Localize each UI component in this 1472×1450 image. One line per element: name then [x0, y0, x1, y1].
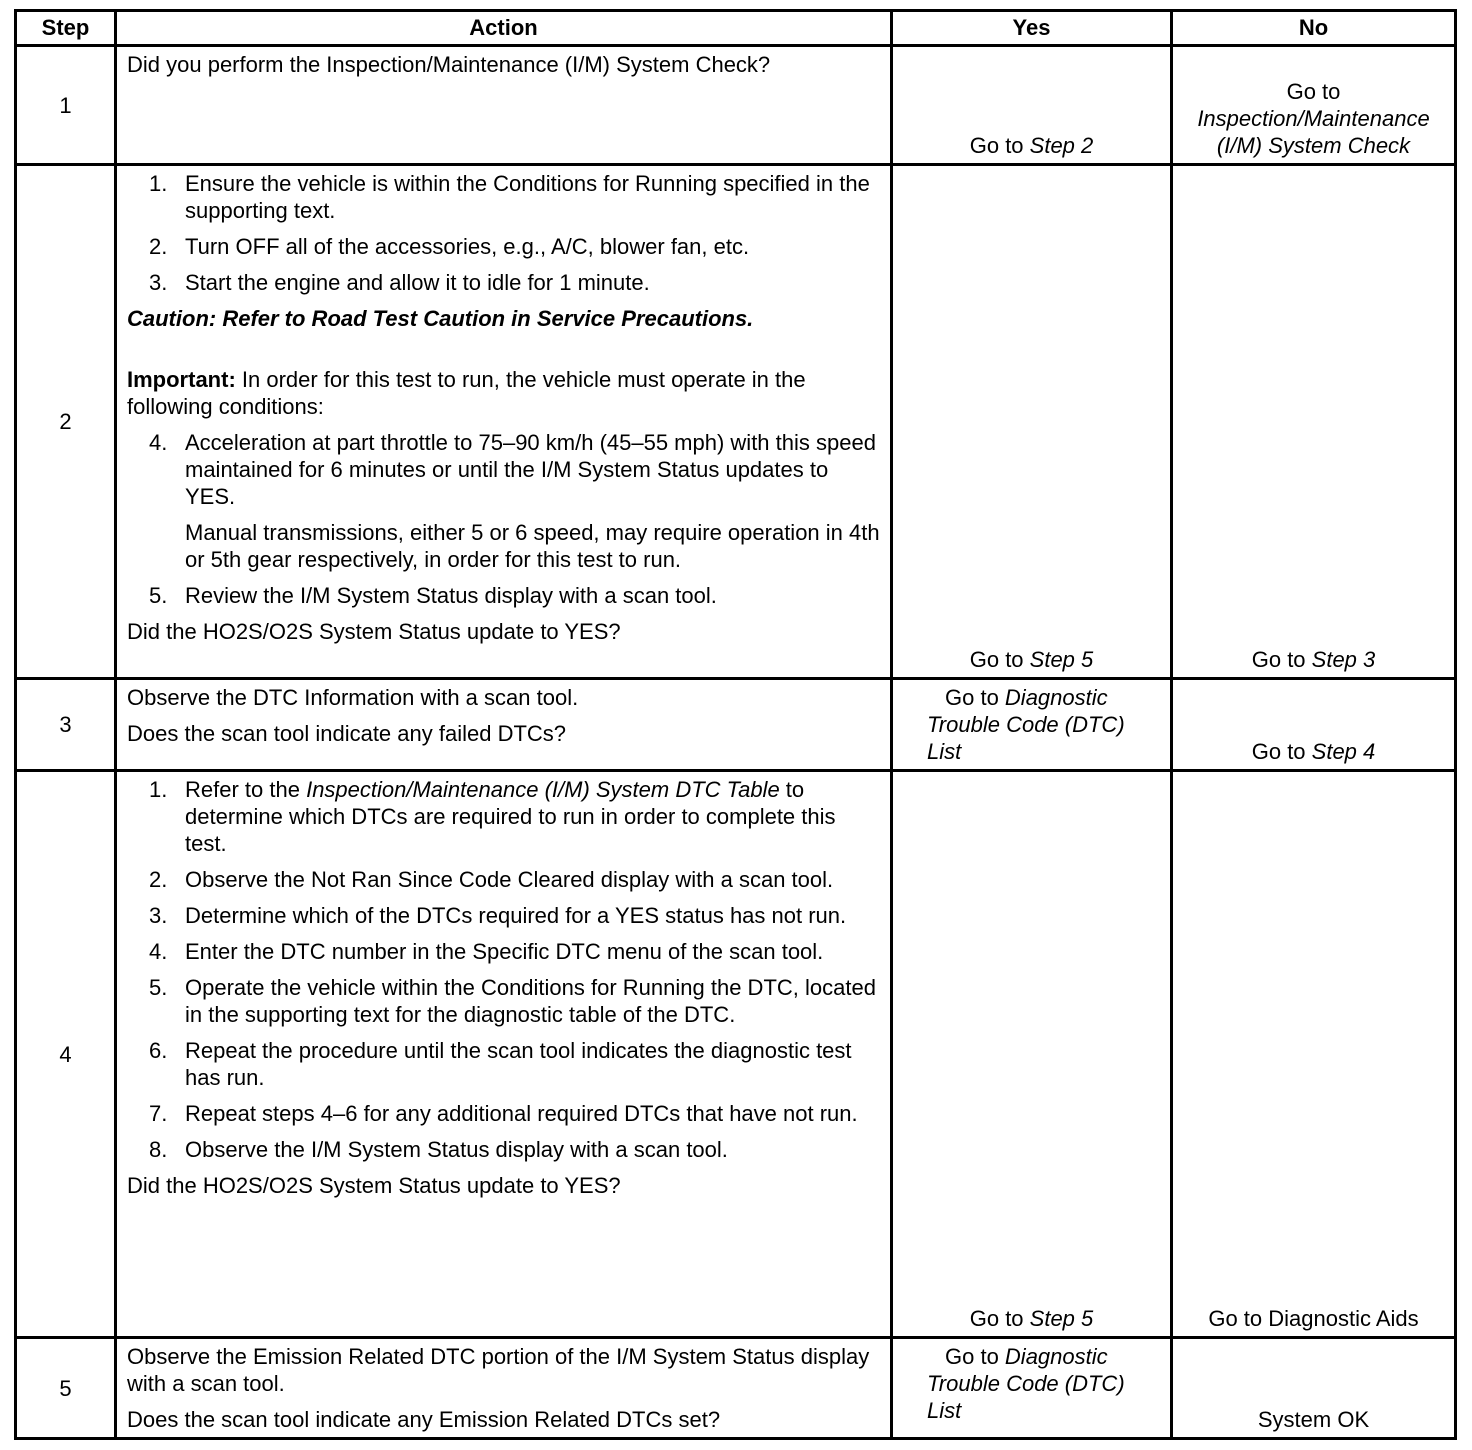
- header-no: No: [1172, 11, 1456, 46]
- yes-link-line-3[interactable]: List: [927, 739, 962, 764]
- yes-prefix: Go to: [969, 133, 1030, 158]
- list-item: [127, 974, 880, 1028]
- item-number: 5.: [149, 583, 168, 608]
- item-number: 7.: [149, 1101, 168, 1126]
- item-number: 3.: [149, 270, 168, 295]
- list-item: [127, 938, 880, 965]
- no-link-line-2[interactable]: (I/M) System Check: [1216, 133, 1411, 158]
- procedure-list: [127, 170, 880, 296]
- no-prefix: Go to: [1286, 79, 1341, 104]
- item-text: Ensure the vehicle is within the Conditions for Running specified in the supporting text.: [185, 171, 870, 223]
- action-cell: [116, 165, 892, 679]
- diagnostic-table-container: [14, 9, 1454, 1440]
- no-prefix: Go to: [1251, 739, 1312, 764]
- item-text: Acceleration at part throttle to 75–90 km/h (45–55 mph) with this speed maintained for 6 minutes or until the I/M System Status updates to YES.: [185, 430, 876, 509]
- list-item: [127, 1037, 880, 1091]
- item-number: 2.: [149, 234, 168, 259]
- no-cell: [1172, 46, 1456, 165]
- list-item: [127, 170, 880, 224]
- important-text: In order for this test to run, the vehicle must operate in the following conditions:: [127, 367, 806, 419]
- item-text: Turn OFF all of the accessories, e.g., A/C, blower fan, etc.: [185, 234, 750, 259]
- list-item: [127, 269, 880, 296]
- header-action: Action: [116, 11, 892, 46]
- item-text: Determine which of the DTCs required for a YES status has not run.: [185, 903, 847, 928]
- no-prefix: Go to: [1251, 647, 1312, 672]
- item-number: 6.: [149, 1038, 168, 1063]
- no-step-link[interactable]: Step 4: [1311, 739, 1376, 764]
- table-row: [16, 1338, 1456, 1439]
- diagnostic-table: [14, 9, 1457, 1440]
- step-number: 3: [16, 679, 116, 771]
- yes-link-line-2[interactable]: Trouble Code (DTC): [927, 712, 1125, 737]
- step-number: 1: [16, 46, 116, 165]
- no-cell: [1172, 771, 1456, 1338]
- item-text: Start the engine and allow it to idle for 1 minute.: [185, 270, 650, 295]
- step-number: 5: [16, 1338, 116, 1439]
- no-cell: [1172, 679, 1456, 771]
- table-row: [16, 679, 1456, 771]
- no-link-line-1[interactable]: Inspection/Maintenance: [1197, 106, 1430, 131]
- yes-step-link[interactable]: Step 2: [1029, 133, 1094, 158]
- caution-note: Caution: Refer to Road Test Caution in Service Precautions.: [127, 306, 754, 331]
- procedure-list: [127, 776, 880, 1163]
- yes-step-link[interactable]: Step 5: [1029, 1306, 1094, 1331]
- item-text: Observe the Not Ran Since Code Cleared display with a scan tool.: [185, 867, 834, 892]
- table-row: [16, 46, 1456, 165]
- yes-cell: [892, 165, 1172, 679]
- question-text: Does the scan tool indicate any failed DTCs?: [127, 721, 567, 746]
- no-cell: [1172, 165, 1456, 679]
- action-text: Observe the Emission Related DTC portion of the I/M System Status display with a scan tool.: [127, 1344, 870, 1396]
- item-text: Review the I/M System Status display with a scan tool.: [185, 583, 717, 608]
- action-cell: [116, 771, 892, 1338]
- list-item: [127, 776, 880, 857]
- item-number: 1.: [149, 171, 168, 196]
- important-label: Important:: [127, 367, 236, 392]
- no-cell: [1172, 1338, 1456, 1439]
- question-text: Did the HO2S/O2S System Status update to YES?: [127, 1173, 621, 1198]
- list-item: [127, 233, 880, 260]
- step-number: 2: [16, 165, 116, 679]
- action-cell: [116, 679, 892, 771]
- list-item: [127, 429, 880, 573]
- yes-prefix: Go to: [969, 1306, 1030, 1331]
- item-text: Observe the I/M System Status display with a scan tool.: [185, 1137, 728, 1162]
- action-text: Observe the DTC Information with a scan tool.: [127, 685, 579, 710]
- list-item: [127, 902, 880, 929]
- no-step-link[interactable]: Step 3: [1311, 647, 1376, 672]
- yes-step-link[interactable]: Step 5: [1029, 647, 1094, 672]
- table-row: [16, 165, 1456, 679]
- item-text: Operate the vehicle within the Conditions for Running the DTC, located in the supporting text for the diagnostic table of the DTC.: [185, 975, 876, 1027]
- item-number: 4.: [149, 939, 168, 964]
- yes-cell: [892, 46, 1172, 165]
- header-row: [16, 11, 1456, 46]
- list-item: [127, 866, 880, 893]
- yes-link-line-2[interactable]: Trouble Code (DTC): [927, 1371, 1125, 1396]
- item-number: 1.: [149, 777, 168, 802]
- yes-cell: [892, 771, 1172, 1338]
- item-text: Refer to the: [185, 777, 307, 802]
- action-cell: [116, 1338, 892, 1439]
- item-text: Enter the DTC number in the Specific DTC menu of the scan tool.: [185, 939, 824, 964]
- item-text: Repeat the procedure until the scan tool indicates the diagnostic test has run.: [185, 1038, 852, 1090]
- item-text: to determine which DTCs are required to run in order to complete this test.: [185, 777, 836, 856]
- list-item: [127, 1100, 880, 1127]
- important-note: [127, 366, 880, 420]
- header-yes: Yes: [892, 11, 1172, 46]
- list-item: [127, 1136, 880, 1163]
- item-subtext: Manual transmissions, either 5 or 6 speed, may require operation in 4th or 5th gear respectively, in order for this test to run.: [185, 520, 880, 572]
- yes-cell: [892, 679, 1172, 771]
- question-text: Did you perform the Inspection/Maintenance (I/M) System Check?: [127, 52, 771, 77]
- yes-link-text[interactable]: Diagnostic: [1004, 685, 1108, 710]
- yes-prefix: Go to: [945, 1344, 1005, 1369]
- yes-link-line-1[interactable]: [927, 684, 1170, 711]
- yes-cell: [892, 1338, 1172, 1439]
- action-cell: [116, 46, 892, 165]
- yes-prefix: Go to: [969, 647, 1030, 672]
- procedure-list: [127, 429, 880, 609]
- question-text: Does the scan tool indicate any Emission Related DTCs set?: [127, 1407, 721, 1432]
- yes-link-text[interactable]: Diagnostic: [1004, 1344, 1108, 1369]
- yes-prefix: Go to: [945, 685, 1005, 710]
- system-ok-text: System OK: [1257, 1407, 1370, 1432]
- table-row: [16, 771, 1456, 1338]
- item-number: 8.: [149, 1137, 168, 1162]
- header-step: Step: [16, 11, 116, 46]
- item-number: 4.: [149, 430, 168, 455]
- diagnostic-aids-link[interactable]: Go to Diagnostic Aids: [1208, 1306, 1419, 1331]
- question-text: Did the HO2S/O2S System Status update to YES?: [127, 619, 621, 644]
- item-number: 2.: [149, 867, 168, 892]
- item-number: 3.: [149, 903, 168, 928]
- item-number: 5.: [149, 975, 168, 1000]
- list-item: [127, 582, 880, 609]
- dtc-table-link[interactable]: Inspection/Maintenance (I/M) System DTC Table: [306, 777, 780, 802]
- yes-link-line-1[interactable]: [927, 1343, 1170, 1370]
- yes-link-line-3[interactable]: List: [927, 1398, 962, 1423]
- item-text: Repeat steps 4–6 for any additional required DTCs that have not run.: [185, 1101, 858, 1126]
- step-number: 4: [16, 771, 116, 1338]
